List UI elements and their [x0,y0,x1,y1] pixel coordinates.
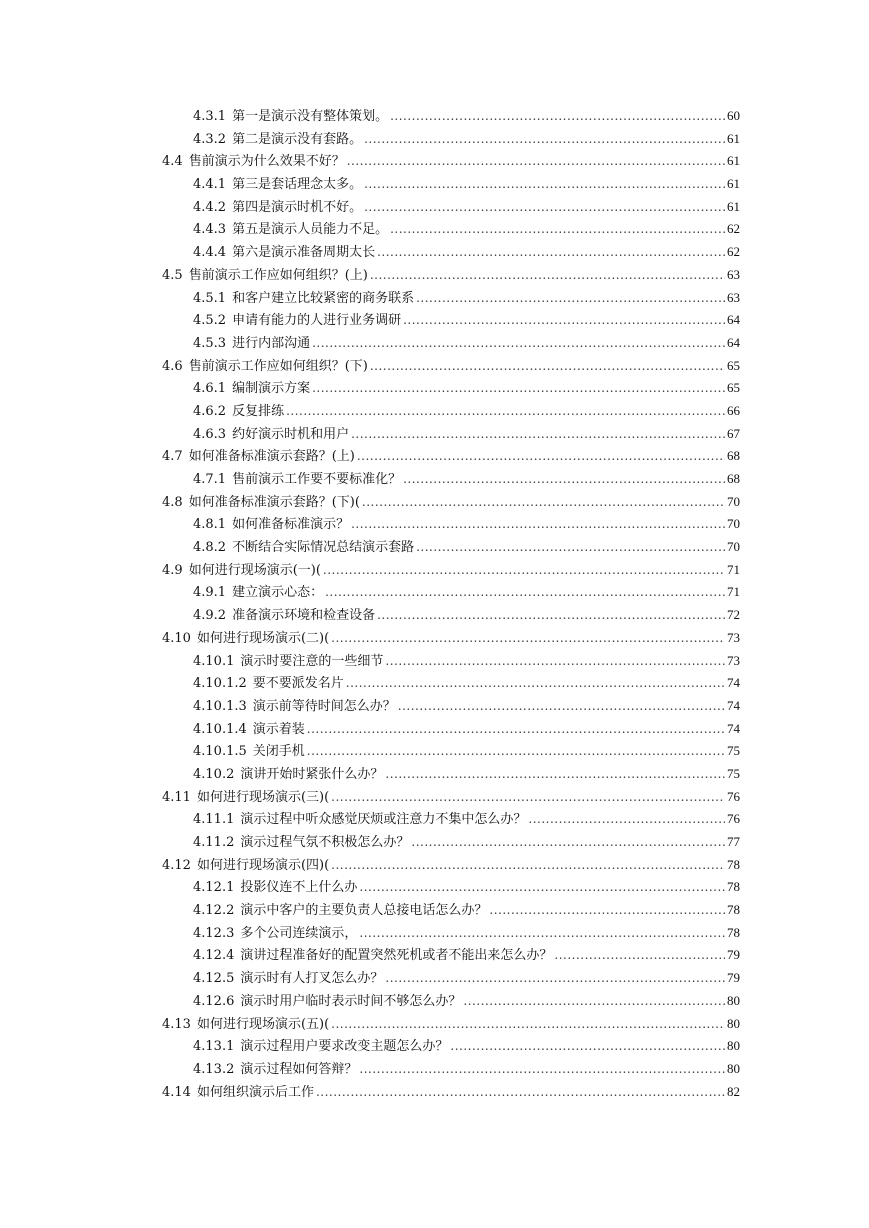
toc-entry[interactable] [162,264,740,287]
dot-leader [357,445,725,468]
toc-entry-number: 4.6.1 [193,381,227,397]
dot-leader [390,105,725,128]
toc-entry[interactable] [162,423,740,446]
toc-entry-page: 71 [727,584,740,600]
toc-entry-page: 70 [727,539,740,555]
toc-entry-page: 68 [727,448,740,464]
dot-leader [359,876,725,899]
dot-leader [398,695,725,718]
toc-entry-page: 78 [727,856,740,872]
toc-entry-page: 80 [727,992,740,1008]
toc-entry-title: 演示过程中听众感觉厌烦或注意力不集中怎么办？ [240,812,527,828]
toc-entry-title: 售前演示工作应如何组织？(下) [188,358,368,374]
toc-entry-number: 4.10.1.3 [193,698,247,714]
toc-entry-title: 投影仪连不上什么办 [240,880,358,896]
toc-entry-number: 4.13 [162,1016,191,1032]
toc-entry[interactable] [162,173,740,196]
dot-leader [528,808,725,831]
toc-entry[interactable] [162,922,740,945]
toc-entry-title: 第五是演示人员能力不足。 [232,222,389,238]
toc-entry-page: 79 [727,947,740,963]
toc-entry-page: 76 [727,788,740,804]
toc-entry-number: 4.7.1 [193,472,227,487]
toc-entry-number: 4.5.2 [193,313,227,329]
toc-entry-number: 4.11 [162,789,191,805]
toc-entry[interactable] [162,1013,740,1036]
toc-entry[interactable] [162,808,740,831]
toc-entry-page: 62 [727,221,740,237]
toc-entry-number: 4.5 [162,267,183,283]
toc-entry-number: 4.3.1 [193,109,227,124]
toc-entry-title: 如何组织演示后工作 [196,1084,314,1100]
toc-entry-number: 4.7 [162,449,183,465]
toc-entry-page: 64 [727,334,740,350]
dot-leader [377,241,725,264]
toc-entry-number: 4.3.2 [193,131,227,147]
dot-leader [351,513,725,536]
toc-entry-number: 4.12.1 [193,880,235,896]
toc-entry-number: 4.13.1 [193,1039,235,1055]
toc-entry[interactable] [162,763,740,786]
toc-entry-number: 4.8 [162,494,183,510]
toc-entry-title: 如何进行现场演示(二)( [196,630,330,646]
toc-entry[interactable] [162,196,740,219]
toc-entry-title: 建立演示心态： [232,585,324,601]
toc-entry[interactable] [162,650,740,673]
dot-leader [325,581,725,604]
toc-entry-title: 要不要派发名片 [252,676,344,692]
toc-entry-title: 编制演示方案 [232,381,311,397]
toc-entry-title: 第二是演示没有套路。 [232,131,363,147]
toc-entry[interactable] [162,876,740,899]
toc-entry[interactable] [162,468,740,491]
toc-entry[interactable] [162,491,740,514]
toc-entry[interactable] [162,332,740,355]
toc-entry[interactable] [162,944,740,967]
toc-entry-title: 演示过程用户要求改变主题怎么办？ [240,1039,449,1055]
toc-entry-page: 77 [727,834,740,849]
toc-entry[interactable] [162,718,740,741]
toc-entry-page: 80 [727,1038,740,1054]
dot-leader [463,990,725,1013]
toc-entry[interactable] [162,854,740,877]
toc-entry[interactable] [162,1081,740,1104]
toc-entry-number: 4.9 [162,562,183,578]
toc-entry[interactable] [162,1058,740,1081]
toc-entry-page: 78 [727,924,740,940]
dot-leader [351,423,725,446]
toc-entry-number: 4.11.2 [193,835,235,850]
toc-entry-number: 4.10.1.2 [193,676,247,692]
toc-entry-page: 70 [727,516,740,532]
toc-entry-title: 和客户建立比较紧密的商务联系 [232,290,415,306]
toc-entry-page: 78 [727,902,740,918]
toc-entry-page: 70 [727,493,740,509]
dot-leader [346,672,725,695]
toc-entry-number: 4.10.1.5 [193,744,247,760]
toc-entry[interactable] [162,627,740,650]
dot-leader [307,718,725,741]
toc-entry-page: 64 [727,312,740,328]
dot-leader [403,309,725,332]
dot-leader [307,740,725,763]
toc-entry-page: 78 [727,879,740,895]
toc-entry-page: 79 [727,970,740,986]
toc-entry[interactable] [162,445,740,468]
dot-leader [331,854,725,877]
toc-entry-title: 如何进行现场演示(一)( [188,562,321,578]
toc-entry-page: 61 [727,153,740,169]
toc-entry-number: 4.8.2 [193,540,227,556]
toc-entry-title: 演讲开始时紧张什么办？ [240,766,384,782]
toc-entry-title: 准备演示环境和检查设备 [232,608,376,624]
toc-entry-page: 80 [727,1060,740,1076]
toc-entry-number: 4.4.4 [193,245,227,261]
toc-entry-page: 74 [727,720,740,736]
toc-entry[interactable] [162,150,740,173]
toc-entry[interactable] [162,400,740,423]
toc-entry-page: 74 [727,697,740,713]
toc-entry-page: 61 [727,130,740,146]
toc-entry-page: 65 [727,357,740,373]
toc-entry-number: 4.9.1 [193,585,227,601]
toc-entry[interactable] [162,309,740,332]
dot-leader [331,786,725,809]
toc-entry-title: 演示时用户临时表示时间不够怎么办？ [240,993,462,1009]
toc-entry-title: 演示中客户的主要负责人总接电话怎么办？ [240,903,488,919]
toc-entry-title: 如何进行现场演示(四)( [196,857,330,873]
toc-entry-title: 演示着装 [252,721,305,737]
toc-entry-title: 演示前等待时间怎么办？ [252,698,396,714]
toc-entry-title: 如何准备标准演示套路？(下)( [188,494,360,510]
toc-entry-title: 如何进行现场演示(五)( [196,1016,330,1032]
toc-entry-page: 61 [727,198,740,214]
toc-entry-number: 4.4.2 [193,199,227,215]
toc-entry-number: 4.5.1 [193,290,227,306]
toc-entry[interactable] [162,536,740,559]
toc-entry[interactable] [162,355,740,378]
toc-entry-number: 4.8.1 [193,517,227,533]
toc-entry-page: 71 [727,561,740,577]
toc-entry[interactable] [162,740,740,763]
toc-entry-title: 第三是套话理念太多。 [232,177,363,193]
toc-entry-number: 4.14 [162,1084,191,1100]
toc-entry-title: 第六是演示准备周期太长 [232,245,376,261]
toc-entry[interactable] [162,1035,740,1058]
table-of-contents [162,105,740,1103]
toc-entry-page: 73 [727,629,740,645]
toc-entry-page: 63 [727,289,740,305]
toc-entry-title: 演示过程如何答辩？ [240,1061,358,1077]
toc-entry-number: 4.12.6 [193,993,235,1009]
dot-leader [370,264,725,287]
toc-entry-number: 4.11.1 [193,812,235,828]
dot-leader [385,967,725,990]
toc-entry[interactable] [162,513,740,536]
toc-entry-number: 4.5.3 [193,335,227,351]
dot-leader [416,287,725,310]
dot-leader [385,650,725,673]
dot-leader [489,899,725,922]
dot-leader [364,196,725,219]
toc-entry-page: 76 [727,811,740,827]
toc-entry[interactable] [162,218,740,241]
toc-entry-page: 75 [727,743,740,759]
toc-entry-title: 售前演示工作要不要标准化？ [232,472,402,487]
dot-leader [362,491,725,514]
toc-entry[interactable] [162,695,740,718]
toc-entry[interactable] [162,990,740,1013]
dot-leader [385,763,725,786]
toc-entry-page: 75 [727,765,740,781]
toc-entry-page: 73 [727,652,740,668]
toc-entry-number: 4.12.5 [193,971,235,987]
toc-entry-title: 申请有能力的人进行业务调研 [232,313,402,329]
toc-entry[interactable] [162,899,740,922]
toc-entry-title: 第四是演示时机不好。 [232,199,363,215]
dot-leader [416,536,725,559]
toc-entry-number: 4.9.2 [193,608,227,624]
dot-leader [323,559,725,582]
toc-entry-page: 67 [727,425,740,441]
toc-entry-title: 如何准备标准演示套路？(上) [188,449,355,465]
toc-entry-title: 售前演示为什么效果不好？ [188,154,345,170]
toc-entry[interactable] [162,604,740,627]
dot-leader [359,1058,725,1081]
toc-entry-title: 进行内部沟通 [232,335,311,351]
toc-entry-page: 74 [727,675,740,691]
toc-entry-title: 如何准备标准演示？ [232,517,350,533]
dot-leader [403,468,725,491]
toc-entry[interactable] [162,377,740,400]
dot-leader [312,332,725,355]
toc-entry-page: 80 [727,1015,740,1031]
dot-leader [364,173,725,196]
toc-entry[interactable] [162,786,740,809]
toc-entry-number: 4.13.2 [193,1061,235,1077]
dot-leader [359,922,725,945]
toc-entry-number: 4.12 [162,857,191,873]
toc-entry-number: 4.12.2 [193,903,235,919]
dot-leader [450,1035,725,1058]
toc-entry-number: 4.6.3 [193,426,227,442]
toc-entry-page: 68 [727,471,740,486]
toc-entry-title: 如何进行现场演示(三)( [196,789,330,805]
toc-entry-title: 反复排练 [232,403,285,419]
toc-entry-title: 约好演示时机和用户 [232,426,350,442]
toc-entry-page: 82 [727,1083,740,1099]
toc-entry-page: 65 [727,380,740,396]
toc-entry-number: 4.10.1.4 [193,721,247,737]
dot-leader [411,831,725,854]
toc-entry-title: 多个公司连续演示， [240,925,358,941]
dot-leader [286,400,725,423]
toc-entry-page: 60 [727,108,740,123]
toc-entry[interactable] [162,287,740,310]
toc-entry-page: 61 [727,176,740,192]
toc-entry-page: 63 [727,266,740,282]
toc-entry-number: 4.12.4 [193,948,235,964]
dot-leader [331,1013,725,1036]
toc-entry-title: 不断结合实际情况总结演示套路 [232,540,415,556]
dot-leader [331,627,725,650]
toc-entry[interactable] [162,128,740,151]
toc-entry[interactable] [162,967,740,990]
dot-leader [316,1081,725,1104]
toc-entry[interactable] [162,581,740,604]
dot-leader [390,218,725,241]
toc-entry-number: 4.10.1 [193,653,235,669]
toc-entry[interactable] [162,672,740,695]
toc-entry-title: 演讲过程准备好的配置突然死机或者不能出来怎么办？ [240,948,553,964]
toc-entry-title: 售前演示工作应如何组织？(上) [188,267,368,283]
toc-entry-page: 66 [727,402,740,418]
toc-entry-number: 4.4.3 [193,222,227,238]
toc-entry-title: 演示过程气氛不积极怎么办？ [240,835,410,850]
toc-entry-number: 4.10.2 [193,766,235,782]
dot-leader [554,944,725,967]
dot-leader [347,150,725,173]
toc-entry-number: 4.4.1 [193,177,227,193]
dot-leader [364,128,725,151]
toc-entry[interactable] [162,105,740,128]
toc-entry-title: 演示时要注意的一些细节 [240,653,384,669]
toc-entry-title: 关闭手机 [252,744,305,760]
toc-entry-number: 4.12.3 [193,925,235,941]
toc-entry-number: 4.6 [162,358,183,374]
dot-leader [377,604,725,627]
dot-leader [312,377,725,400]
toc-entry-number: 4.10 [162,630,191,646]
toc-entry[interactable] [162,831,740,854]
toc-entry-page: 72 [727,607,740,623]
toc-entry-number: 4.6.2 [193,403,227,419]
dot-leader [370,355,725,378]
toc-entry-page: 62 [727,244,740,260]
toc-entry[interactable] [162,559,740,582]
toc-entry-title: 演示时有人打叉怎么办？ [240,971,384,987]
toc-entry-title: 第一是演示没有整体策划。 [232,109,389,124]
toc-entry[interactable] [162,241,740,264]
toc-entry-number: 4.4 [162,154,183,170]
